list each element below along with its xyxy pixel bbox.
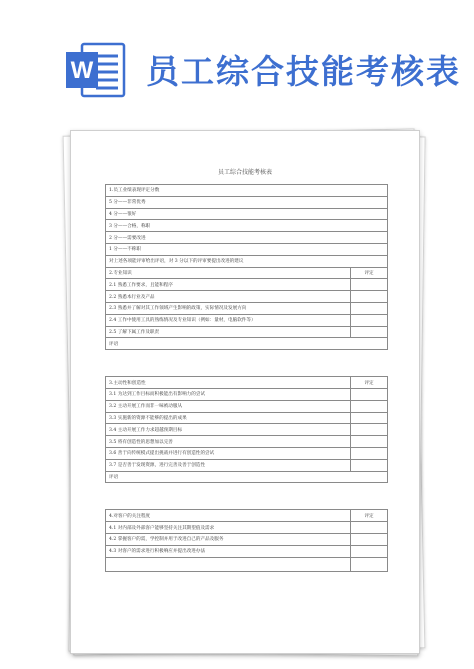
score-cell[interactable] (351, 545, 388, 557)
score-cell[interactable] (351, 400, 388, 412)
table-row (106, 196, 388, 208)
table-row (106, 424, 388, 436)
score-cell[interactable] (351, 291, 388, 303)
criterion-cell (106, 557, 351, 571)
rating-row: 1 分——不称职 (106, 243, 388, 255)
score-cell[interactable] (351, 424, 388, 436)
table-row (106, 557, 388, 571)
criterion-cell: 2.4 工作中使用工具的熟练情况及专业知识（例如：量材，电脑软件等） (106, 314, 351, 326)
table-row (106, 220, 388, 232)
table-row (106, 302, 388, 314)
section-heading: 3.主动性和创造性 (106, 377, 351, 389)
criterion-cell: 3.7 是否善于发现资源，进行完善及善于创造性 (106, 459, 351, 471)
word-icon-letter: W (70, 57, 94, 84)
table-row (106, 510, 388, 522)
criterion-cell: 3.5 将有创造性的思想加以完善 (106, 436, 351, 448)
document-title: 员工综合技能考核表 (146, 52, 461, 91)
table-row (106, 255, 388, 267)
table-row (106, 232, 388, 244)
rating-row: 4 分——很好 (106, 208, 388, 220)
rating-row: 5 分——非常优秀 (106, 196, 388, 208)
criterion-cell: 3.2 主动开展工作而非一味被动服从 (106, 400, 351, 412)
assessment-table (105, 184, 388, 572)
table-row (106, 459, 388, 471)
comment-label: 评语 (106, 338, 388, 350)
score-cell[interactable] (351, 388, 388, 400)
table-row (106, 436, 388, 448)
table-row (106, 522, 388, 534)
word-icon (64, 40, 126, 100)
remark-header: 评定 (351, 377, 388, 389)
remark-header: 评定 (351, 267, 388, 279)
score-cell[interactable] (351, 522, 388, 534)
criterion-cell: 3.6 善于向传统模式提出挑战并进行有创造性的尝试 (106, 447, 351, 459)
table-row (106, 412, 388, 424)
table-row (106, 483, 388, 510)
table-row (106, 400, 388, 412)
table-row (106, 388, 388, 400)
rating-row: 1.员工业绩表现评定分数 (106, 185, 388, 197)
section-heading: 4.对客户的关注程度 (106, 510, 351, 522)
criterion-cell: 3.3 实施新的资源不能够的提出的成果 (106, 412, 351, 424)
table-row (106, 447, 388, 459)
score-cell[interactable] (351, 557, 388, 571)
table-row (106, 533, 388, 545)
table-row (106, 338, 388, 350)
criterion-cell: 2.3 熟悉并了解对其工作领域产生影响的政策，实际情况及发展方向 (106, 302, 351, 314)
table-row (106, 545, 388, 557)
score-cell[interactable] (351, 533, 388, 545)
criterion-cell: 2.1 熟悉工作要求，且能和程序 (106, 279, 351, 291)
criterion-cell: 2.2 熟悉本行业及产品 (106, 291, 351, 303)
header-banner (0, 0, 474, 120)
criterion-cell: 4.2 掌握客户的需，学控制并用于改进自己的产品及服务 (106, 533, 351, 545)
criterion-cell: 2.5 了解下属工作及职责 (106, 326, 351, 338)
table-row (106, 208, 388, 220)
rating-row: 2 分——需要改进 (106, 232, 388, 244)
rating-row: 3 分——合格，称职 (106, 220, 388, 232)
section-heading: 2.专业知识 (106, 267, 351, 279)
document-page (70, 130, 420, 654)
comment-label: 评语 (106, 471, 388, 483)
score-cell[interactable] (351, 459, 388, 471)
table-row (106, 291, 388, 303)
score-cell[interactable] (351, 314, 388, 326)
rating-row: 对上述各项能评审给出评语，对 3 分以下的评审要提出改进的建议 (106, 255, 388, 267)
score-cell[interactable] (351, 326, 388, 338)
form-title: 员工综合技能考核表 (217, 169, 272, 176)
remark-header: 评定 (351, 510, 388, 522)
comment-area[interactable] (106, 483, 388, 510)
table-row (106, 326, 388, 338)
score-cell[interactable] (351, 279, 388, 291)
comment-area[interactable] (106, 350, 388, 377)
score-cell[interactable] (351, 436, 388, 448)
table-row (106, 279, 388, 291)
table-row (106, 185, 388, 197)
table-row (106, 377, 388, 389)
table-row (106, 243, 388, 255)
criterion-cell: 3.4 主动开展工作力求超越预期目标 (106, 424, 351, 436)
score-cell[interactable] (351, 302, 388, 314)
score-cell[interactable] (351, 447, 388, 459)
score-cell[interactable] (351, 412, 388, 424)
table-row (106, 471, 388, 483)
table-row (106, 314, 388, 326)
criterion-cell: 4.1 对内部及外部客户能够坚持关注其期望值及需求 (106, 522, 351, 534)
criterion-cell: 3.1 为达到工作目标而积极能出有影响力的尝试 (106, 388, 351, 400)
criterion-cell: 4.3 对客户的需求进行积极响应并提出改进办法 (106, 545, 351, 557)
table-row (106, 350, 388, 377)
table-row (106, 267, 388, 279)
